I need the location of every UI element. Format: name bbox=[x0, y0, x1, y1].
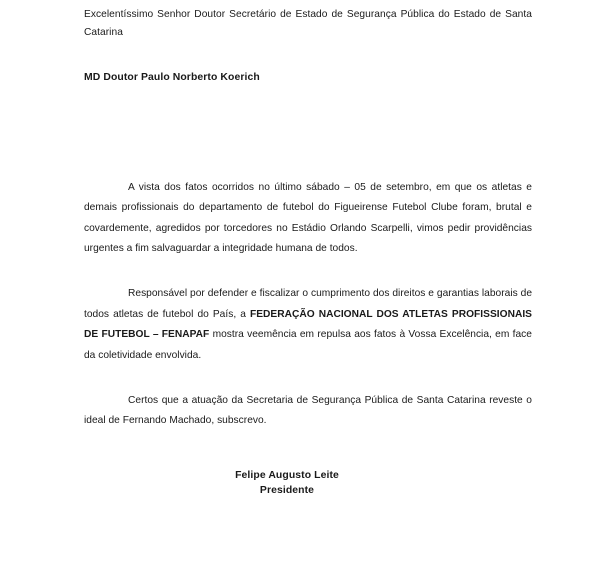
signature-name: Felipe Augusto Leite bbox=[235, 469, 339, 481]
paragraph-2 bbox=[84, 284, 532, 366]
signature-block bbox=[84, 468, 532, 498]
paragraph-2-text-before: Responsável por defender e fiscalizar o cumprimento dos direitos e garantias laborais de todos atletas de futebol do País, a bbox=[84, 288, 532, 320]
federation-name: FEDERAÇÃO NACIONAL DOS ATLETAS PROFISSIONAIS DE FUTEBOL – FENAPAF bbox=[84, 308, 532, 341]
signature-title: Presidente bbox=[259, 484, 315, 496]
addressee-line: Excelentíssimo Senhor Doutor Secretário de Estado de Segurança Pública do Estado de Santa Catarina bbox=[84, 9, 532, 38]
paragraph-2-text-after: mostra veemência em repulsa aos fatos à Vossa Excelência, em face da coletividade envolvida. bbox=[84, 329, 532, 361]
recipient-line: MD Doutor Paulo Norberto Koerich bbox=[84, 71, 260, 83]
paragraph-3: Certos que a atuação da Secretaria de Segurança Pública de Santa Catarina reveste o ideal de Fernando Machado, subscrevo. bbox=[84, 394, 532, 427]
document-body bbox=[84, 0, 532, 498]
paragraph-1: A vista dos fatos ocorridos no último sábado – 05 de setembro, em que os atletas e demais profissionais do departamento de futebol do Figueirense Futebol Clube foram, brutal e covardemente, agredidos por torcedores no Estádio Orlando Scarpelli, vimos pedir providências urgentes a fim salvaguardar a integridade humana de todos. bbox=[84, 181, 532, 254]
